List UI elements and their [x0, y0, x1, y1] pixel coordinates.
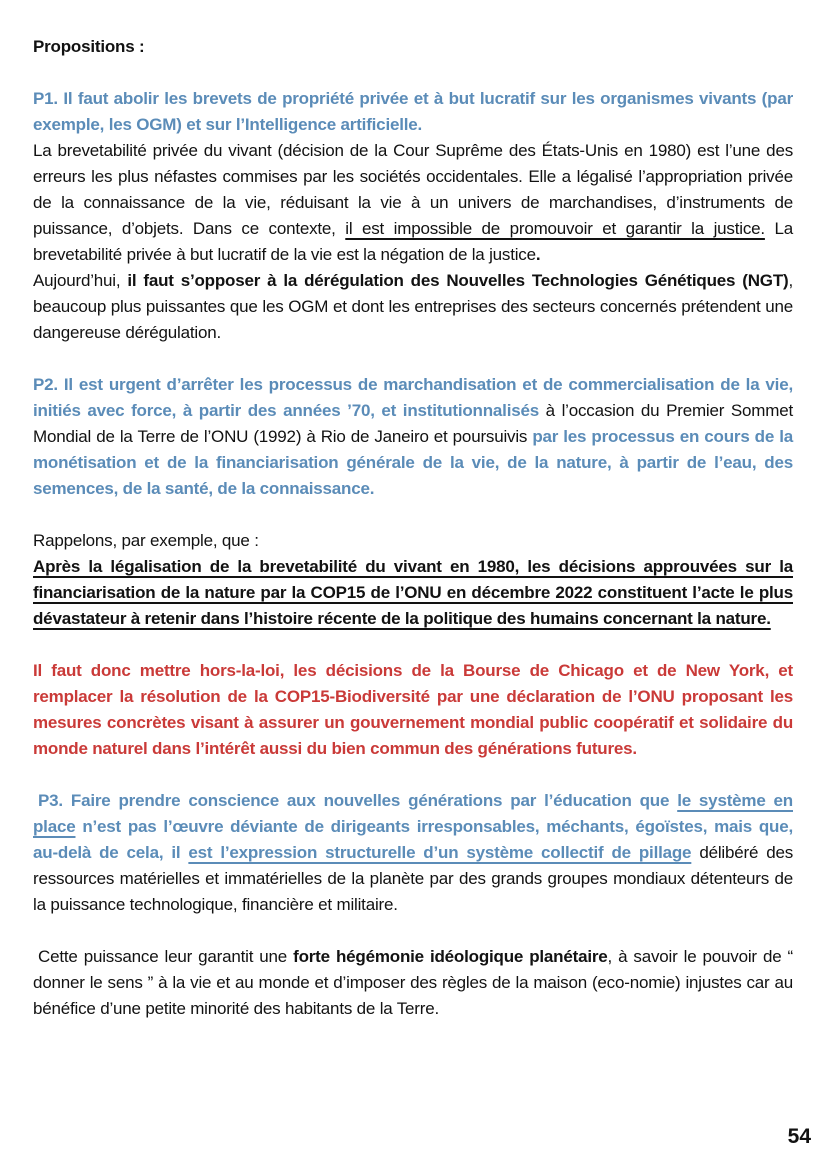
- text-run: .: [535, 245, 541, 264]
- p3: [33, 788, 793, 918]
- text-run: P2. Il est urgent d’arrêter les processus de marchandisation et de commercialisation de la vie, initiés avec force, à partir des années ’70, et institutionnalisés: [33, 375, 793, 420]
- document-content: [33, 34, 793, 1022]
- page-number: 54: [787, 1125, 811, 1148]
- text-run: forte hégémonie idéologique planétaire: [293, 947, 608, 966]
- text-run: P3. Faire prendre conscience aux nouvelles générations par l’éducation que: [38, 791, 678, 810]
- p2: [33, 372, 793, 502]
- text-run: , beaucoup plus puissantes que les OGM et dont les entreprises des secteurs concernés prétendent une dangereuse dérégulation.: [33, 271, 793, 342]
- text-run: La brevetabilité privée du vivant (décision de la Cour Suprême des États-Unis en 1980) est l’une des erreurs les plus néfastes commises par les sociétés occidentales. Elle a légalisé l’appropriation privée de la connaissance de la vie, réduisant la vie à un univers de marchandises, d’instruments de puissance, d’objets. Dans ce contexte,: [33, 141, 793, 238]
- cop15-statement: [33, 554, 793, 632]
- hegemonie-paragraph: [33, 944, 793, 1022]
- text-run: , à savoir le pouvoir de “ donner le sens ” à la vie et au monde et d’imposer des règles de la maison (eco-nomie) injustes car au bénéfice d’une petite minorité des habitants de la Terre.: [33, 947, 793, 1018]
- p1-ngt: [33, 268, 793, 346]
- text-run: Rappelons, par exemple, que :: [33, 531, 259, 550]
- text-run: est l’expression structurelle d’un système collectif de pillage: [188, 843, 692, 862]
- red-call-to-action: [33, 658, 793, 762]
- text-run: Cette puissance leur garantit une: [38, 947, 294, 966]
- text-run: à l’occasion du Premier Sommet Mondial de la Terre de l’ONU (1992) à Rio de Janeiro et poursuivis: [33, 401, 793, 446]
- text-run: il faut s’opposer à la dérégulation des Nouvelles Technologies Génétiques (NGT): [127, 271, 789, 290]
- text-run: il est impossible de promouvoir et garantir la justice.: [345, 219, 765, 238]
- text-run: le système en place: [33, 791, 793, 836]
- p1-body: [33, 138, 793, 268]
- text-run: Aujourd’hui,: [33, 271, 128, 290]
- text-run: par les processus en cours de la monétisation et de la financiarisation générale de la vie, de la nature, à partir de l’eau, des semences, de la santé, de la connaissance.: [33, 427, 794, 498]
- p1-heading: [33, 86, 793, 138]
- text-run: délibéré des ressources matérielles et immatérielles de la planète par des grands groupes mondiaux détenteurs de la puissance technologique, financière et militaire.: [33, 843, 794, 914]
- text-run: La brevetabilité privée à but lucratif de la vie est la négation de la justice: [33, 219, 793, 264]
- rappelons-intro: [33, 528, 793, 554]
- paragraph-list: [33, 86, 793, 1022]
- text-run: P1. Il faut abolir les brevets de propriété privée et à but lucratif sur les organismes vivants (par exemple, les OGM) et sur l’Intelligence artificielle.: [33, 89, 793, 134]
- text-run: Il faut donc mettre hors-la-loi, les décisions de la Bourse de Chicago et de New York, et remplacer la résolution de la COP15-Biodiversité par une déclaration de l’ONU proposant les mesures concrètes visant à assurer un gouvernement mondial public coopératif et solidaire du monde naturel dans l’intérêt aussi du bien commun des générations futures.: [33, 661, 793, 758]
- text-run: Après la légalisation de la brevetabilité du vivant en 1980, les décisions approuvées sur la financiarisation de la nature par la COP15 de l’ONU en décembre 2022 constituent l’acte le plus dévastateur à retenir dans l’histoire récente de la politique des humains concernant la nature.: [33, 557, 793, 628]
- text-run: n’est pas l’œuvre déviante de dirigeants irresponsables, méchants, égoïstes, mais que, au-delà de cela, il: [33, 817, 793, 862]
- page-title: Propositions :: [33, 37, 145, 56]
